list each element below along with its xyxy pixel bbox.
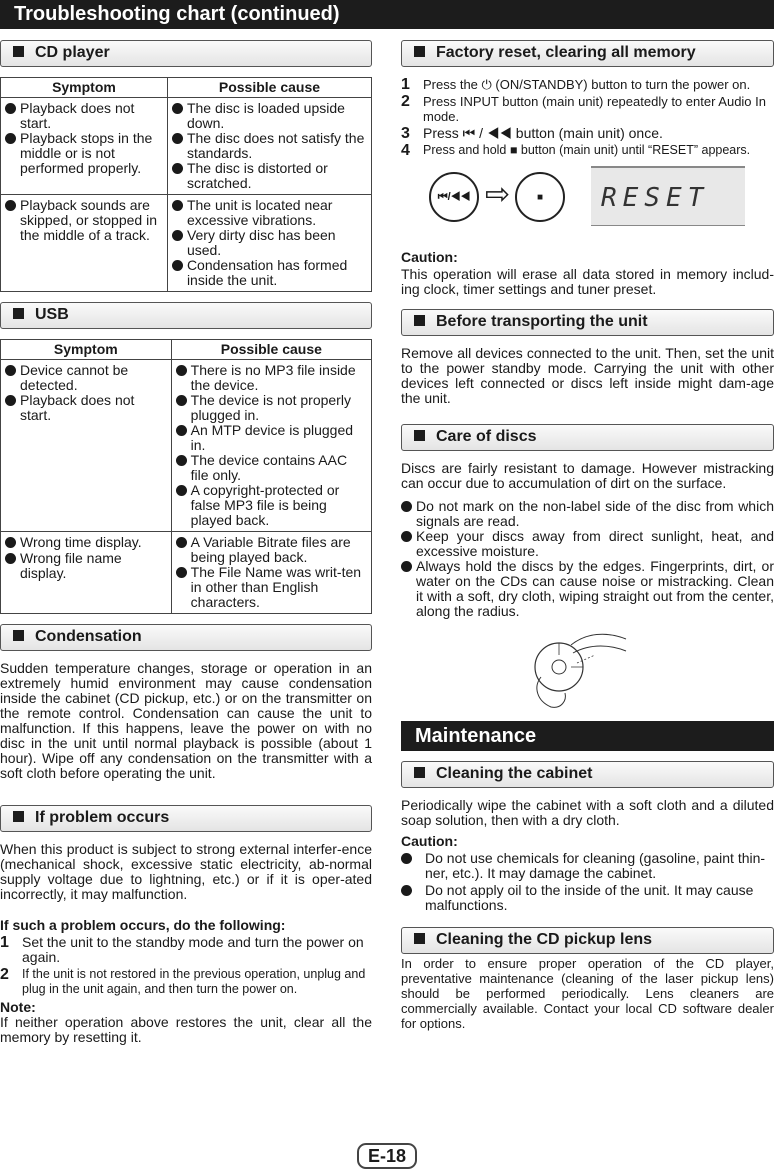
usb-heading-label: USB (35, 306, 69, 323)
bullet-icon (172, 228, 187, 258)
table-row (1, 98, 372, 195)
table-row (1, 532, 372, 614)
list-item: Wrong time display. (5, 535, 167, 551)
bullet-icon (5, 535, 20, 551)
bullet-icon (5, 101, 20, 131)
bullet-icon (172, 161, 187, 191)
list-item: Always hold the discs by the edges. Fingerprints, dirt, or water on the CDs can cause noise or mistracking. Clean it with a soft, dry cloth, wiping straight out from the center, along the radius. (401, 559, 774, 619)
list-item: Wrong file name display. (5, 551, 167, 581)
condensation-text: Sudden temperature changes, storage or operation in an extremely humid environment may cause condensation inside the cabinet (CD pickup, etc.) or on the transmitter on the remote control. Condensation can cause the unit to malfunction. If this happens, leave the power on with no disc in the unit until normal playback is possible (about 1 hour). Wipe off any condensation on the transmitter with a soft cloth before operating the unit. (0, 660, 372, 781)
cabinet-heading (401, 761, 774, 788)
skip-back-button-icon: ⏮/◀◀ (429, 172, 479, 222)
condensation-heading (0, 624, 372, 651)
cabinet-heading-label: Cleaning the cabinet (436, 765, 593, 782)
cause-header: Possible cause (167, 78, 371, 98)
square-bullet-icon (414, 46, 425, 57)
step-item: 4 Press and hold ■ button (main unit) until “RESET” appears. (401, 142, 751, 159)
bullet-icon (176, 423, 191, 453)
square-bullet-icon (13, 46, 24, 57)
left-column (0, 40, 372, 1053)
step-item: 3 Press ⏮ / ◀◀ button (main unit) once. (401, 125, 663, 142)
list-item: There is no MP3 file inside the device. (176, 363, 367, 393)
lens-heading-label: Cleaning the CD pickup lens (436, 931, 653, 948)
list-item: The disc is loaded upside down. (172, 101, 367, 131)
list-item: The device is not properly plugged in. (176, 393, 367, 423)
bullet-icon (5, 393, 20, 423)
discs-heading (401, 424, 774, 451)
cd-player-heading-label: CD player (35, 44, 110, 61)
cabinet-text: Periodically wipe the cabinet with a soft cloth and a diluted soap solution, then with a dry cloth. (401, 797, 774, 828)
list-item: Keep your discs away from direct sunlight, heat, and excessive moisture. (401, 529, 774, 559)
condensation-heading-label: Condensation (35, 628, 142, 645)
list-item: A Variable Bitrate files are being played back. (176, 535, 367, 565)
cd-player-table (0, 77, 372, 292)
list-item: Do not mark on the non-label side of the disc from which signals are read. (401, 499, 774, 529)
list-item: The File Name was writ-ten in other than English characters. (176, 565, 367, 610)
square-bullet-icon (414, 767, 425, 778)
note-label: Note: (0, 999, 36, 1015)
step-item: 2 If the unit is not restored in the previous operation, unplug and plug in the unit again, and then turn the power on. (0, 966, 366, 996)
table-row (1, 360, 372, 532)
step-item: 1 Set the unit to the standby mode and turn the power on again. (0, 934, 364, 965)
problem-heading (0, 805, 372, 832)
square-bullet-icon (13, 630, 24, 641)
bullet-icon (176, 565, 191, 610)
cd-player-heading (0, 40, 372, 67)
bullet-icon (5, 198, 20, 243)
square-bullet-icon (414, 315, 425, 326)
list-item: Playback stops in the middle or is not performed properly. (5, 131, 163, 176)
right-column (401, 40, 774, 1039)
problem-text: When this product is subject to strong external interfer-ence (mechanical shock, excessive static electricity, ab-normal supply voltage due to lightning, etc.) or if it is oper-ated incorrectly, it may malfunction. (0, 841, 372, 902)
usb-table (0, 339, 372, 614)
lcd-display: RESET (591, 166, 745, 226)
cause-header: Possible cause (171, 340, 371, 360)
symptom-header: Symptom (1, 78, 168, 98)
bullet-icon (176, 483, 191, 528)
bullet-icon (401, 559, 416, 619)
problem-subhead: If such a problem occurs, do the following: (0, 917, 286, 933)
bullet-icon (401, 883, 425, 913)
step-item: 2 Press INPUT button (main unit) repeatedly to enter Audio In mode. (401, 93, 766, 124)
step-item: 1 Press the ⏻ (ON/STANDBY) button to turn the power on. (401, 76, 751, 93)
bullet-icon (176, 453, 191, 483)
symptom-header: Symptom (1, 340, 172, 360)
transport-text: Remove all devices connected to the unit. Then, set the unit to the power standby mode. Carrying the unit with other devices left connected or discs left inside might dam-age the unit. (401, 345, 774, 406)
bullet-icon (172, 101, 187, 131)
bullet-icon (401, 851, 425, 881)
list-item: The disc is distorted or scratched. (172, 161, 367, 191)
discs-heading-label: Care of discs (436, 428, 537, 445)
disc-cleaning-illustration (401, 625, 774, 711)
note-text: If neither operation above restores the unit, clear all the memory by resetting it. (0, 1014, 372, 1045)
bullet-icon (176, 363, 191, 393)
list-item: Playback sounds are skipped, or stopped in the middle of a track. (5, 198, 163, 243)
maintenance-caution-label: Caution: (401, 833, 458, 849)
list-item: The device contains AAC file only. (176, 453, 367, 483)
list-item: An MTP device is plugged in. (176, 423, 367, 453)
arrow-right-icon: ⇨ (485, 178, 511, 211)
page-title: Troubleshooting chart (continued) (0, 0, 774, 29)
bullet-icon (172, 258, 187, 288)
list-item: The disc does not satisfy the standards. (172, 131, 367, 161)
lens-text: In order to ensure proper operation of the CD player, preventative maintenance (cleaning of the laser pickup lens) should be performed periodically. Lens cleaners are commercially available. Contact your local CD software dealer for options. (401, 956, 774, 1031)
bullet-icon (5, 551, 20, 581)
problem-heading-label: If problem occurs (35, 809, 170, 826)
lens-heading (401, 927, 774, 954)
disc-cleaning-icon (401, 625, 774, 711)
caution-label: Caution: (401, 249, 458, 265)
bullet-icon (172, 198, 187, 228)
square-bullet-icon (13, 811, 24, 822)
bullet-icon (401, 499, 416, 529)
bullet-icon (401, 529, 416, 559)
list-item: Device cannot be detected. (5, 363, 167, 393)
caution-text: This operation will erase all data stored in memory includ-ing clock, timer settings and tuner preset. (401, 266, 774, 297)
transport-heading-label: Before transporting the unit (436, 313, 648, 330)
list-item: Very dirty disc has been used. (172, 228, 367, 258)
bullet-icon (5, 363, 20, 393)
list-item: Playback does not start. (5, 393, 167, 423)
transport-heading (401, 309, 774, 336)
square-bullet-icon (414, 933, 425, 944)
table-row (1, 195, 372, 292)
list-item: The unit is located near excessive vibrations. (172, 198, 367, 228)
list-item: Condensation has formed inside the unit. (172, 258, 367, 288)
list-item: Do not use chemicals for cleaning (gasoline, paint thin-ner, etc.). It may damage the cabinet. (401, 851, 774, 881)
maintenance-title: Maintenance (401, 721, 774, 751)
square-bullet-icon (414, 430, 425, 441)
usb-heading (0, 302, 372, 329)
list-item: A copyright-protected or false MP3 file is being played back. (176, 483, 367, 528)
bullet-icon (176, 393, 191, 423)
factory-reset-heading-label: Factory reset, clearing all memory (436, 44, 696, 61)
bullet-icon (176, 535, 191, 565)
bullet-icon (5, 131, 20, 176)
factory-reset-heading (401, 40, 774, 67)
list-item: Do not apply oil to the inside of the unit. It may cause malfunctions. (401, 883, 774, 913)
square-bullet-icon (13, 308, 24, 319)
page-number: E-18 (357, 1143, 417, 1169)
list-item: Playback does not start. (5, 101, 163, 131)
reset-illustration (401, 166, 774, 236)
stop-button-icon: ■ (515, 172, 565, 222)
bullet-icon (172, 131, 187, 161)
discs-intro: Discs are fairly resistant to damage. However mistracking can occur due to accumulation of dirt on the surface. (401, 460, 774, 491)
